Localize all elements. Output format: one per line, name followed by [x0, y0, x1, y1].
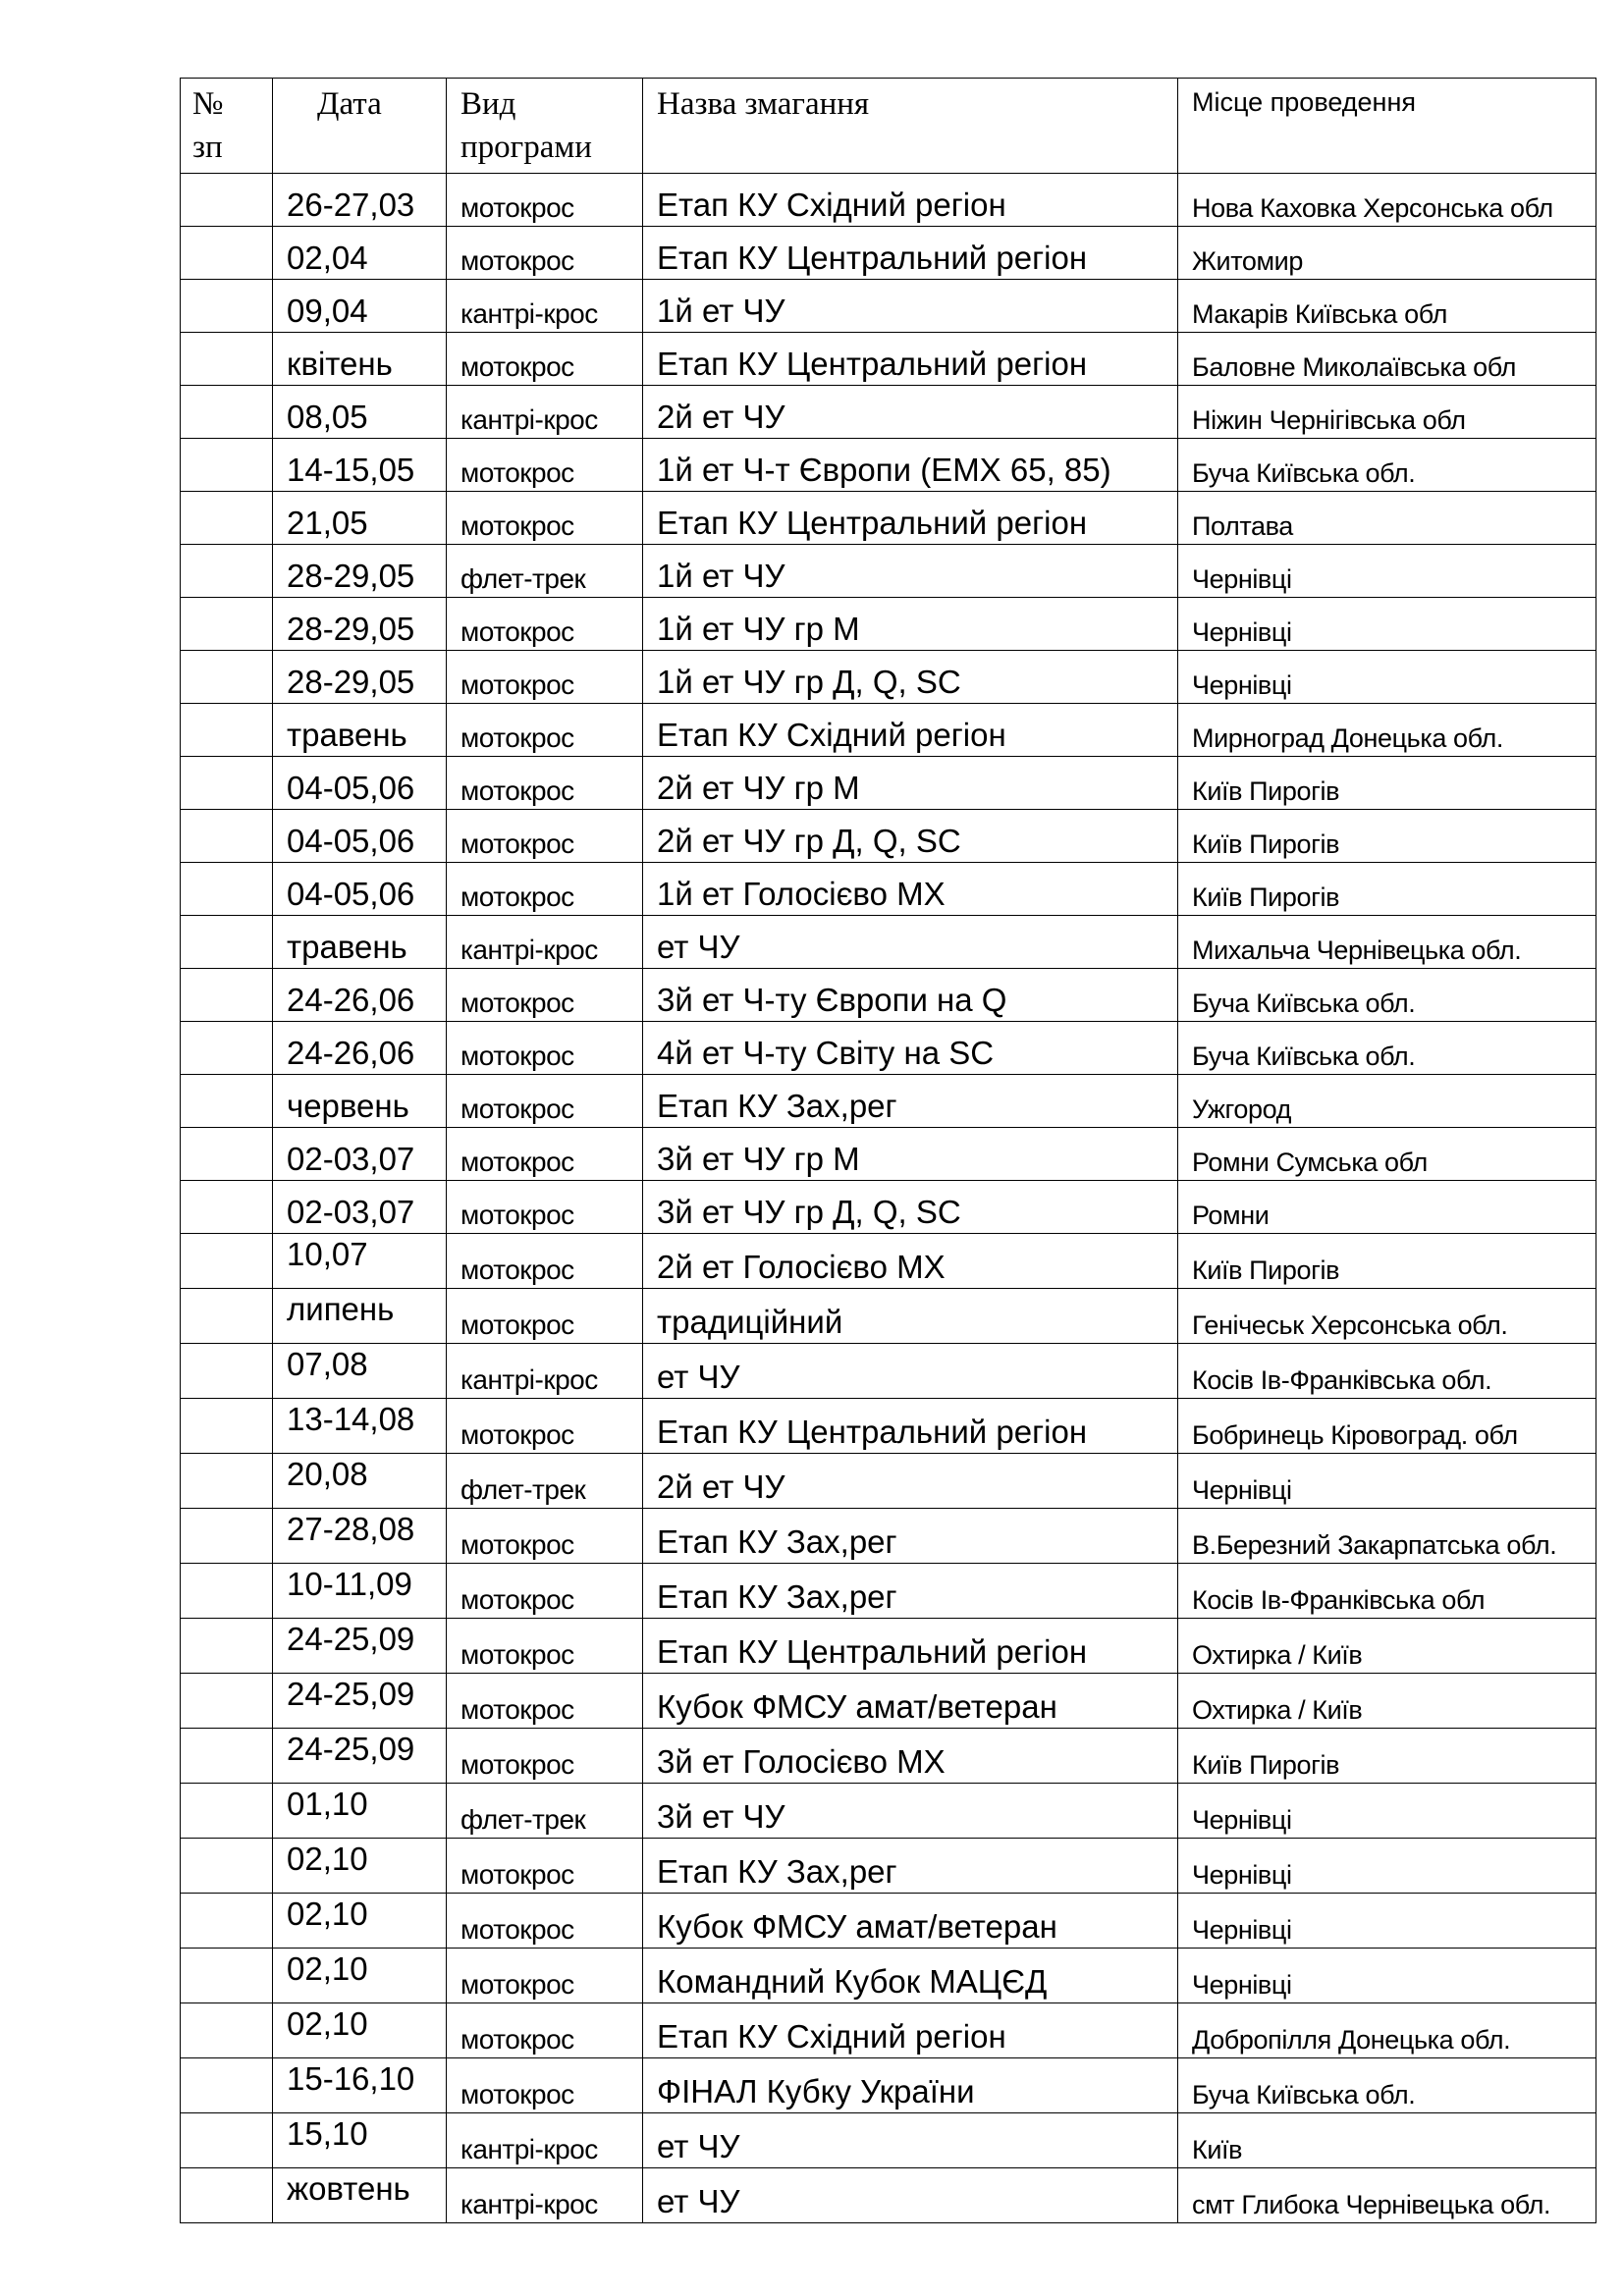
table-row — [181, 333, 1596, 386]
competition-name-cell: 4й ет Ч-ту Світу на SC — [643, 1022, 1178, 1075]
venue-cell: Охтирка / Київ — [1178, 1619, 1596, 1674]
table-row — [181, 969, 1596, 1022]
header-number-line2: зп — [192, 130, 223, 165]
venue-cell: Бобринець Кіровоград. обл — [1178, 1399, 1596, 1454]
date-cell: 21,05 — [273, 492, 447, 545]
venue-cell: Мирноград Донецька обл. — [1178, 704, 1596, 757]
program-type-cell: флет-трек — [447, 1784, 643, 1839]
program-type-cell: мотокрос — [447, 1619, 643, 1674]
number-cell — [181, 1128, 273, 1181]
header-date: Дата — [273, 79, 447, 174]
table-row — [181, 863, 1596, 916]
competition-name-cell: 2й ет Голосієво МХ — [643, 1234, 1178, 1289]
competition-name-cell: ет ЧУ — [643, 2113, 1178, 2168]
venue-cell: Нова Каховка Херсонська обл — [1178, 174, 1596, 227]
competition-name-cell: 2й ет ЧУ — [643, 1454, 1178, 1509]
table-row — [181, 1564, 1596, 1619]
table-row — [181, 2003, 1596, 2058]
number-cell — [181, 1784, 273, 1839]
date-cell: 04-05,06 — [273, 810, 447, 863]
table-row — [181, 1344, 1596, 1399]
date-cell: 08,05 — [273, 386, 447, 439]
date-cell: 24-25,09 — [273, 1619, 447, 1674]
number-cell — [181, 1454, 273, 1509]
venue-cell: Буча Київська обл. — [1178, 969, 1596, 1022]
competition-schedule-table — [180, 78, 1596, 2223]
number-cell — [181, 1894, 273, 1949]
date-cell: травень — [273, 916, 447, 969]
table-row — [181, 1894, 1596, 1949]
number-cell — [181, 969, 273, 1022]
table-row — [181, 1181, 1596, 1234]
venue-cell: Чернівці — [1178, 545, 1596, 598]
date-cell: 09,04 — [273, 280, 447, 333]
venue-cell: Генічеськ Херсонська обл. — [1178, 1289, 1596, 1344]
competition-name-cell: 2й ет ЧУ гр Д, Q, SC — [643, 810, 1178, 863]
competition-name-cell: 1й ет ЧУ — [643, 545, 1178, 598]
competition-name-cell: 2й ет ЧУ гр М — [643, 757, 1178, 810]
number-cell — [181, 2058, 273, 2113]
number-cell — [181, 1022, 273, 1075]
table-row — [181, 1509, 1596, 1564]
program-type-cell: мотокрос — [447, 598, 643, 651]
competition-name-cell: Етап КУ Зах,рег — [643, 1075, 1178, 1128]
number-cell — [181, 704, 273, 757]
program-type-cell: мотокрос — [447, 2058, 643, 2113]
date-cell: 01,10 — [273, 1784, 447, 1839]
competition-name-cell: Етап КУ Зах,рег — [643, 1839, 1178, 1894]
competition-name-cell: 1й ет ЧУ гр М — [643, 598, 1178, 651]
table-row — [181, 2113, 1596, 2168]
venue-cell: Київ Пирогів — [1178, 1234, 1596, 1289]
table-row — [181, 1289, 1596, 1344]
program-type-cell: кантрі-крос — [447, 1344, 643, 1399]
date-cell: 07,08 — [273, 1344, 447, 1399]
competition-name-cell: 3й ет Ч-ту Європи на Q — [643, 969, 1178, 1022]
program-type-cell: мотокрос — [447, 757, 643, 810]
number-cell — [181, 174, 273, 227]
competition-name-cell: 1й ет ЧУ гр Д, Q, SC — [643, 651, 1178, 704]
competition-name-cell: 1й ет Голосієво МХ — [643, 863, 1178, 916]
table-row — [181, 1075, 1596, 1128]
table-row — [181, 1674, 1596, 1729]
number-cell — [181, 598, 273, 651]
competition-name-cell: Етап КУ Центральний регіон — [643, 1619, 1178, 1674]
table-row — [181, 227, 1596, 280]
venue-cell: Київ Пирогів — [1178, 863, 1596, 916]
table-row — [181, 386, 1596, 439]
program-type-cell: мотокрос — [447, 1509, 643, 1564]
table-row — [181, 2168, 1596, 2223]
venue-cell: Буча Київська обл. — [1178, 439, 1596, 492]
header-competition-name: Назва змагання — [643, 79, 1178, 174]
number-cell — [181, 492, 273, 545]
competition-name-cell: Етап КУ Східний регіон — [643, 704, 1178, 757]
table-row — [181, 2058, 1596, 2113]
program-type-cell: мотокрос — [447, 1128, 643, 1181]
number-cell — [181, 1399, 273, 1454]
program-type-cell: мотокрос — [447, 227, 643, 280]
date-cell: червень — [273, 1075, 447, 1128]
table-row — [181, 174, 1596, 227]
competition-name-cell: 3й ет ЧУ — [643, 1784, 1178, 1839]
competition-name-cell: 3й ет ЧУ гр Д, Q, SC — [643, 1181, 1178, 1234]
date-cell: 02,10 — [273, 1839, 447, 1894]
date-cell: 26-27,03 — [273, 174, 447, 227]
table-row — [181, 280, 1596, 333]
program-type-cell: мотокрос — [447, 651, 643, 704]
competition-name-cell: Етап КУ Зах,рег — [643, 1564, 1178, 1619]
date-cell: 13-14,08 — [273, 1399, 447, 1454]
program-type-cell: мотокрос — [447, 2003, 643, 2058]
number-cell — [181, 1729, 273, 1784]
venue-cell: В.Березний Закарпатська обл. — [1178, 1509, 1596, 1564]
program-type-cell: мотокрос — [447, 1564, 643, 1619]
date-cell: 10-11,09 — [273, 1564, 447, 1619]
venue-cell: Чернівці — [1178, 651, 1596, 704]
number-cell — [181, 2168, 273, 2223]
date-cell: 15,10 — [273, 2113, 447, 2168]
venue-cell: Чернівці — [1178, 1454, 1596, 1509]
program-type-cell: кантрі-крос — [447, 2168, 643, 2223]
competition-name-cell: 3й ет ЧУ гр М — [643, 1128, 1178, 1181]
date-cell: 20,08 — [273, 1454, 447, 1509]
program-type-cell: мотокрос — [447, 1022, 643, 1075]
program-type-cell: мотокрос — [447, 1729, 643, 1784]
competition-name-cell: Етап КУ Центральний регіон — [643, 1399, 1178, 1454]
venue-cell: Буча Київська обл. — [1178, 2058, 1596, 2113]
date-cell: 14-15,05 — [273, 439, 447, 492]
table-row — [181, 916, 1596, 969]
program-type-cell: мотокрос — [447, 969, 643, 1022]
program-type-cell: мотокрос — [447, 1181, 643, 1234]
program-type-cell: флет-трек — [447, 1454, 643, 1509]
venue-cell: Добропілля Донецька обл. — [1178, 2003, 1596, 2058]
number-cell — [181, 1839, 273, 1894]
venue-cell: Буча Київська обл. — [1178, 1022, 1596, 1075]
table-row — [181, 757, 1596, 810]
competition-name-cell: Кубок ФМСУ амат/ветеран — [643, 1674, 1178, 1729]
venue-cell: Ужгород — [1178, 1075, 1596, 1128]
number-cell — [181, 1619, 273, 1674]
date-cell: травень — [273, 704, 447, 757]
header-type-line1: Вид — [460, 86, 516, 122]
venue-cell: Ромни Сумська обл — [1178, 1128, 1596, 1181]
number-cell — [181, 227, 273, 280]
competition-name-cell: Етап КУ Центральний регіон — [643, 227, 1178, 280]
venue-cell: Київ — [1178, 2113, 1596, 2168]
number-cell — [181, 1949, 273, 2003]
number-cell — [181, 757, 273, 810]
venue-cell: Чернівці — [1178, 1839, 1596, 1894]
number-cell — [181, 1509, 273, 1564]
date-cell: 04-05,06 — [273, 863, 447, 916]
venue-cell: Житомир — [1178, 227, 1596, 280]
competition-name-cell: ФІНАЛ Кубку України — [643, 2058, 1178, 2113]
venue-cell: Полтава — [1178, 492, 1596, 545]
table-row — [181, 1784, 1596, 1839]
program-type-cell: мотокрос — [447, 1674, 643, 1729]
venue-cell: Охтирка / Київ — [1178, 1674, 1596, 1729]
date-cell: 02,10 — [273, 2003, 447, 2058]
table-body — [181, 174, 1596, 2223]
table-row — [181, 704, 1596, 757]
competition-name-cell: 1й ет ЧУ — [643, 280, 1178, 333]
number-cell — [181, 651, 273, 704]
program-type-cell: мотокрос — [447, 174, 643, 227]
venue-cell: смт Глибока Чернівецька обл. — [1178, 2168, 1596, 2223]
program-type-cell: мотокрос — [447, 333, 643, 386]
table-row — [181, 1399, 1596, 1454]
number-cell — [181, 386, 273, 439]
program-type-cell: мотокрос — [447, 1839, 643, 1894]
number-cell — [181, 545, 273, 598]
venue-cell: Чернівці — [1178, 1894, 1596, 1949]
number-cell — [181, 2113, 273, 2168]
date-cell: 02-03,07 — [273, 1181, 447, 1234]
date-cell: 24-25,09 — [273, 1674, 447, 1729]
competition-name-cell: 1й ет Ч-т Європи (ЕМХ 65, 85) — [643, 439, 1178, 492]
table-row — [181, 651, 1596, 704]
table-row — [181, 1022, 1596, 1075]
number-cell — [181, 333, 273, 386]
table-row — [181, 1619, 1596, 1674]
date-cell: 28-29,05 — [273, 545, 447, 598]
competition-name-cell: ет ЧУ — [643, 916, 1178, 969]
number-cell — [181, 1075, 273, 1128]
program-type-cell: мотокрос — [447, 1949, 643, 2003]
program-type-cell: кантрі-крос — [447, 2113, 643, 2168]
program-type-cell: кантрі-крос — [447, 280, 643, 333]
program-type-cell: кантрі-крос — [447, 916, 643, 969]
table-row — [181, 439, 1596, 492]
program-type-cell: мотокрос — [447, 1399, 643, 1454]
number-cell — [181, 1181, 273, 1234]
table-row — [181, 810, 1596, 863]
table-row — [181, 1128, 1596, 1181]
competition-name-cell: Етап КУ Східний регіон — [643, 2003, 1178, 2058]
table-row — [181, 1949, 1596, 2003]
program-type-cell: мотокрос — [447, 1289, 643, 1344]
table-row — [181, 492, 1596, 545]
program-type-cell: мотокрос — [447, 1075, 643, 1128]
date-cell: 02,04 — [273, 227, 447, 280]
venue-cell: Баловне Миколаївська обл — [1178, 333, 1596, 386]
table-row — [181, 1839, 1596, 1894]
date-cell: 24-26,06 — [273, 1022, 447, 1075]
date-cell: 02,10 — [273, 1894, 447, 1949]
table-row — [181, 1234, 1596, 1289]
venue-cell: Київ Пирогів — [1178, 1729, 1596, 1784]
program-type-cell: мотокрос — [447, 1894, 643, 1949]
table-row — [181, 1729, 1596, 1784]
competition-name-cell: традиційний — [643, 1289, 1178, 1344]
number-cell — [181, 1674, 273, 1729]
venue-cell: Косів Ів-Франківська обл. — [1178, 1344, 1596, 1399]
date-cell: 28-29,05 — [273, 598, 447, 651]
date-cell: липень — [273, 1289, 447, 1344]
program-type-cell: кантрі-крос — [447, 386, 643, 439]
date-cell: 15-16,10 — [273, 2058, 447, 2113]
venue-cell: Косів Ів-Франківська обл — [1178, 1564, 1596, 1619]
competition-name-cell: 3й ет Голосієво МХ — [643, 1729, 1178, 1784]
venue-cell: Михальча Чернівецька обл. — [1178, 916, 1596, 969]
competition-name-cell: Етап КУ Центральний регіон — [643, 333, 1178, 386]
header-venue: Місце проведення — [1178, 79, 1596, 174]
program-type-cell: флет-трек — [447, 545, 643, 598]
number-cell — [181, 280, 273, 333]
date-cell: 24-26,06 — [273, 969, 447, 1022]
date-cell: 10,07 — [273, 1234, 447, 1289]
date-cell: 27-28,08 — [273, 1509, 447, 1564]
competition-name-cell: Кубок ФМСУ амат/ветеран — [643, 1894, 1178, 1949]
header-program-type — [447, 79, 643, 174]
competition-name-cell: Етап КУ Зах,рег — [643, 1509, 1178, 1564]
venue-cell: Чернівці — [1178, 598, 1596, 651]
number-cell — [181, 916, 273, 969]
program-type-cell: мотокрос — [447, 704, 643, 757]
number-cell — [181, 810, 273, 863]
table-row — [181, 545, 1596, 598]
date-cell: 04-05,06 — [273, 757, 447, 810]
competition-name-cell: Етап КУ Центральний регіон — [643, 492, 1178, 545]
competition-name-cell: Командний Кубок МАЦЄД — [643, 1949, 1178, 2003]
date-cell: 02,10 — [273, 1949, 447, 2003]
program-type-cell: мотокрос — [447, 492, 643, 545]
number-cell — [181, 1289, 273, 1344]
table-row — [181, 598, 1596, 651]
program-type-cell: мотокрос — [447, 810, 643, 863]
number-cell — [181, 1234, 273, 1289]
table-row — [181, 1454, 1596, 1509]
venue-cell: Макарів Київська обл — [1178, 280, 1596, 333]
program-type-cell: мотокрос — [447, 863, 643, 916]
date-cell: 02-03,07 — [273, 1128, 447, 1181]
table-header — [181, 79, 1596, 174]
number-cell — [181, 2003, 273, 2058]
number-cell — [181, 1564, 273, 1619]
competition-name-cell: ет ЧУ — [643, 1344, 1178, 1399]
number-cell — [181, 439, 273, 492]
date-cell: 24-25,09 — [273, 1729, 447, 1784]
venue-cell: Ромни — [1178, 1181, 1596, 1234]
number-cell — [181, 863, 273, 916]
competition-name-cell: ет ЧУ — [643, 2168, 1178, 2223]
venue-cell: Київ Пирогів — [1178, 757, 1596, 810]
venue-cell: Ніжин Чернігівська обл — [1178, 386, 1596, 439]
competition-name-cell: Етап КУ Східний регіон — [643, 174, 1178, 227]
program-type-cell: мотокрос — [447, 439, 643, 492]
venue-cell: Чернівці — [1178, 1784, 1596, 1839]
date-cell: жовтень — [273, 2168, 447, 2223]
venue-cell: Київ Пирогів — [1178, 810, 1596, 863]
header-row — [181, 79, 1596, 174]
header-number — [181, 79, 273, 174]
program-type-cell: мотокрос — [447, 1234, 643, 1289]
competition-name-cell: 2й ет ЧУ — [643, 386, 1178, 439]
header-type-line2: програми — [460, 130, 592, 165]
date-cell: 28-29,05 — [273, 651, 447, 704]
header-number-line1: № — [192, 86, 224, 122]
number-cell — [181, 1344, 273, 1399]
venue-cell: Чернівці — [1178, 1949, 1596, 2003]
date-cell: квітень — [273, 333, 447, 386]
